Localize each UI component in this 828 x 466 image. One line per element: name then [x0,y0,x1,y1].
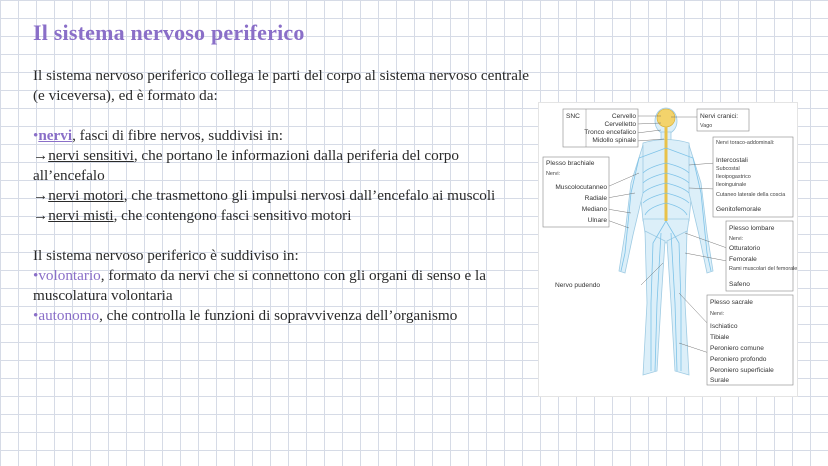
svg-text:Vago: Vago [700,123,713,129]
brain-shape [657,109,675,127]
svg-text:Cervello: Cervello [611,113,636,120]
svg-text:Surale: Surale [710,377,730,384]
diagram-svg [539,103,797,396]
main-text [33,66,533,326]
lombare-box [726,221,797,291]
nervi-misti-line: →nervi misti, che contengono fasci sensitivo motori [33,207,352,224]
term-nervi-motori: nervi motori [48,187,124,204]
svg-text:Cutaneo laterale della coscia: Cutaneo laterale della coscia [716,192,786,198]
nervi-motori-line: →nervi motori, che trasmettono gli impulsi nervosi dall’encefalo ai muscoli [33,187,496,204]
svg-text:Plesso lombare: Plesso lombare [729,225,775,232]
term-nervi-sensitivi: nervi sensitivi [48,147,134,164]
toraco-box [713,137,793,217]
svg-text:Midollo spinale: Midollo spinale [592,137,636,144]
svg-text:Tronco encefalico: Tronco encefalico [584,129,636,136]
nervi-line: •nervi, fasci di fibre nervos, suddivisi in: [33,127,283,144]
bullet: • [33,127,39,144]
svg-text:Safeno: Safeno [729,281,750,288]
svg-text:Nervi cranici:: Nervi cranici: [700,113,739,120]
autonomo-line: •autonomo, che controlla le funzioni di sopravvivenza dell’organismo [33,307,458,324]
nervi-sensitivi-line: →nervi sensitivi, che portano le informazioni dalla periferia del corpo all’encefalo [33,147,459,184]
term-volontario: volontario [38,267,101,284]
svg-text:Ulnare: Ulnare [587,217,607,224]
svg-text:Otturatorio: Otturatorio [729,245,761,252]
brachiale-box [543,157,609,227]
page-title: Il sistema nervoso periferico [33,20,305,45]
svg-text:Plesso brachiale: Plesso brachiale [546,160,595,167]
svg-text:Muscolocutanneo: Muscolocutanneo [555,184,607,191]
cranici-box [697,109,749,131]
snc-title: SNC [566,113,580,120]
svg-text:Plesso sacrale: Plesso sacrale [710,299,753,306]
svg-text:Tibiale: Tibiale [710,334,730,341]
nervous-system-diagram [538,102,798,397]
svg-text:Nervi toraco-addominali:: Nervi toraco-addominali: [716,140,775,146]
term-nervi-misti: nervi misti [48,207,114,224]
volontario-line: •volontario, formato da nervi che si connettono con gli organi di senso e la muscolatura volontaria [33,267,486,304]
sacrale-box [707,295,793,385]
svg-text:Cervelletto: Cervelletto [604,121,636,128]
pudendo-label: Nervo pudendo [555,282,601,289]
svg-text:Peroniero profondo: Peroniero profondo [710,356,767,363]
svg-text:Radiale: Radiale [584,195,607,202]
term-autonomo: autonomo [38,307,100,324]
svg-text:Peroniero comune: Peroniero comune [710,345,764,352]
svg-text:Intercostali: Intercostali [716,157,748,164]
svg-text:Femorale: Femorale [729,256,757,263]
svg-text:Ileoipogastrico: Ileoipogastrico [716,174,751,180]
division-line: Il sistema nervoso periferico è suddiviso in: [33,247,299,264]
svg-text:Genitofemorale: Genitofemorale [716,206,762,213]
svg-text:Nervi:: Nervi: [546,171,561,177]
svg-text:Nervi:: Nervi: [729,236,744,242]
svg-text:Subcostal: Subcostal [716,166,740,172]
svg-text:Ileoinguinale: Ileoinguinale [716,182,747,188]
svg-text:Ischiatico: Ischiatico [710,323,738,330]
svg-text:Nervi:: Nervi: [710,311,725,317]
term-nervi: nervi [38,127,73,144]
snc-box [563,109,638,147]
svg-text:Rami muscolari del femorale: Rami muscolari del femorale [729,266,797,272]
svg-text:Peroniero superficiale: Peroniero superficiale [710,367,774,374]
svg-text:Mediano: Mediano [581,206,607,213]
intro-paragraph: Il sistema nervoso periferico collega le parti del corpo al sistema nervoso centrale (e viceversa), ed è formato da: [33,67,529,104]
